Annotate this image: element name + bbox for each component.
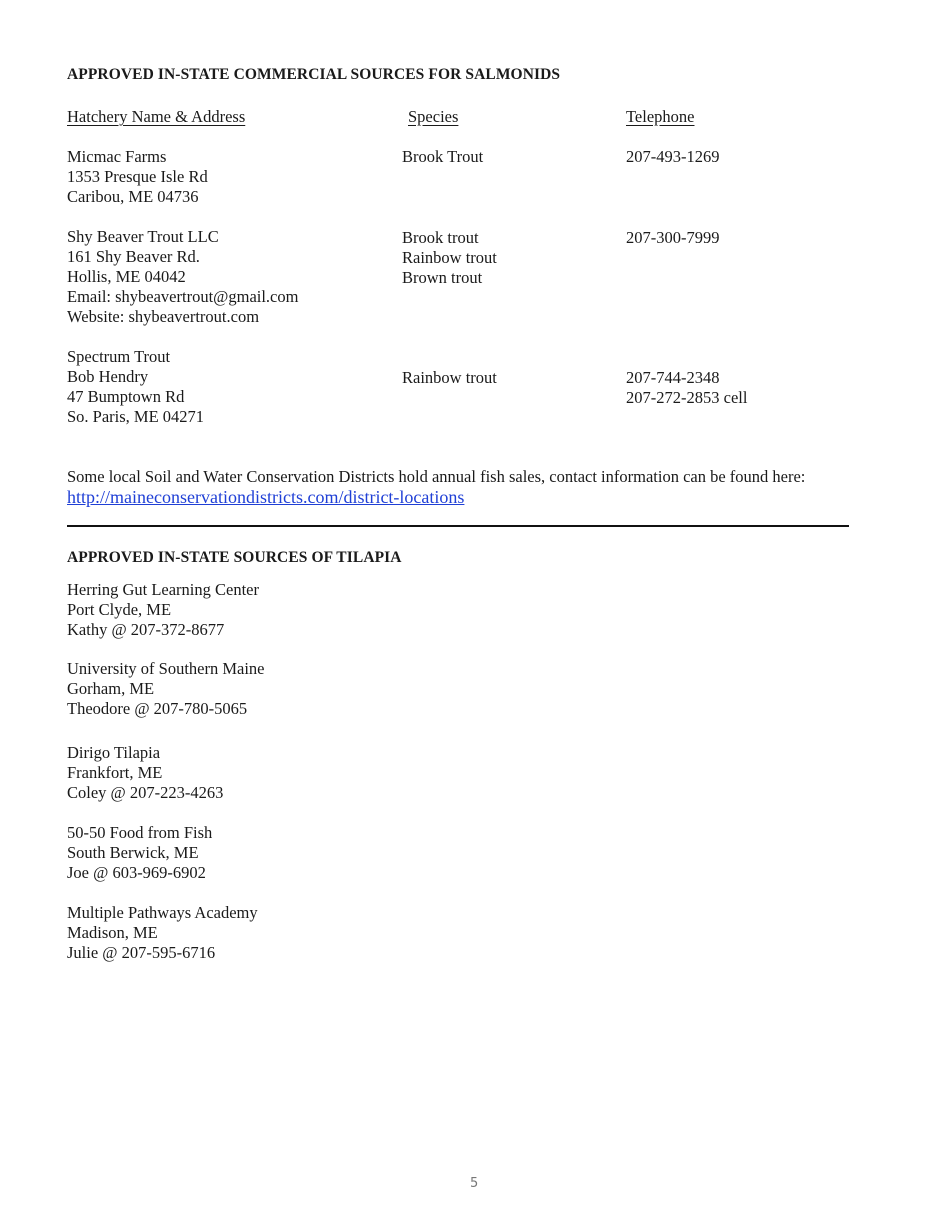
text-line: Hollis, ME 04042 <box>67 267 186 286</box>
text-line: Email: shybeavertrout@gmail.com <box>67 287 299 306</box>
text-line: Multiple Pathways Academy <box>67 903 258 922</box>
text-line: 47 Bumptown Rd <box>67 387 185 406</box>
text-line: Caribou, ME 04736 <box>67 187 199 206</box>
hatchery-species <box>402 368 497 388</box>
salmonids-heading: APPROVED IN-STATE COMMERCIAL SOURCES FOR SALMONIDS <box>67 66 561 83</box>
section-divider <box>67 525 849 527</box>
text-line: 207-493-1269 <box>626 147 720 166</box>
conservation-districts-link[interactable]: http://maineconservationdistricts.com/district-locations <box>67 487 465 507</box>
column-header-hatchery: Hatchery Name & Address <box>67 107 246 126</box>
hatchery-name-address <box>67 347 204 427</box>
text-line: Port Clyde, ME <box>67 600 172 619</box>
column-header-species: Species <box>408 107 459 126</box>
text-line: 50-50 Food from Fish <box>67 823 213 842</box>
fish-sales-note: Some local Soil and Water Conservation Districts hold annual fish sales, contact information can be found here: <box>67 467 806 486</box>
text-line: Website: shybeavertrout.com <box>67 307 260 326</box>
text-line: Julie @ 207-595-6716 <box>67 943 216 962</box>
text-line: Shy Beaver Trout LLC <box>67 227 219 246</box>
text-line: 207-272-2853 cell <box>626 388 748 407</box>
text-line: 1353 Presque Isle Rd <box>67 167 208 186</box>
tilapia-heading: APPROVED IN-STATE SOURCES OF TILAPIA <box>67 549 402 566</box>
text-line: Brook Trout <box>402 147 484 166</box>
text-line: Rainbow trout <box>402 248 497 267</box>
text-line: Dirigo Tilapia <box>67 743 161 762</box>
hatchery-species <box>402 228 497 288</box>
text-line: 207-744-2348 <box>626 368 720 387</box>
text-line: Coley @ 207-223-4263 <box>67 783 224 802</box>
text-line: 161 Shy Beaver Rd. <box>67 247 200 266</box>
text-line: Frankfort, ME <box>67 763 163 782</box>
tilapia-source <box>67 659 265 719</box>
text-line: Bob Hendry <box>67 367 149 386</box>
hatchery-name-address <box>67 227 298 327</box>
text-line: Herring Gut Learning Center <box>67 580 259 599</box>
text-line: Spectrum Trout <box>67 347 171 366</box>
hatchery-species <box>402 147 483 167</box>
text-line: University of Southern Maine <box>67 659 265 678</box>
column-header-telephone: Telephone <box>626 107 695 126</box>
text-line: 207-300-7999 <box>626 228 720 247</box>
hatchery-telephone <box>626 368 747 408</box>
tilapia-source <box>67 823 212 883</box>
hatchery-telephone <box>626 147 720 167</box>
text-line: Madison, ME <box>67 923 158 942</box>
text-line: Rainbow trout <box>402 368 497 387</box>
tilapia-source <box>67 743 223 803</box>
tilapia-source <box>67 903 258 963</box>
text-line: Brook trout <box>402 228 479 247</box>
text-line: Kathy @ 207-372-8677 <box>67 620 225 639</box>
text-line: South Berwick, ME <box>67 843 199 862</box>
text-line: Joe @ 603-969-6902 <box>67 863 206 882</box>
text-line: Micmac Farms <box>67 147 167 166</box>
text-line: So. Paris, ME 04271 <box>67 407 205 426</box>
hatchery-name-address <box>67 147 208 207</box>
text-line: Brown trout <box>402 268 483 287</box>
text-line: Gorham, ME <box>67 679 155 698</box>
hatchery-telephone <box>626 228 720 248</box>
text-line: Theodore @ 207-780-5065 <box>67 699 248 718</box>
tilapia-source <box>67 580 259 640</box>
page-number: 5 <box>470 1176 479 1191</box>
